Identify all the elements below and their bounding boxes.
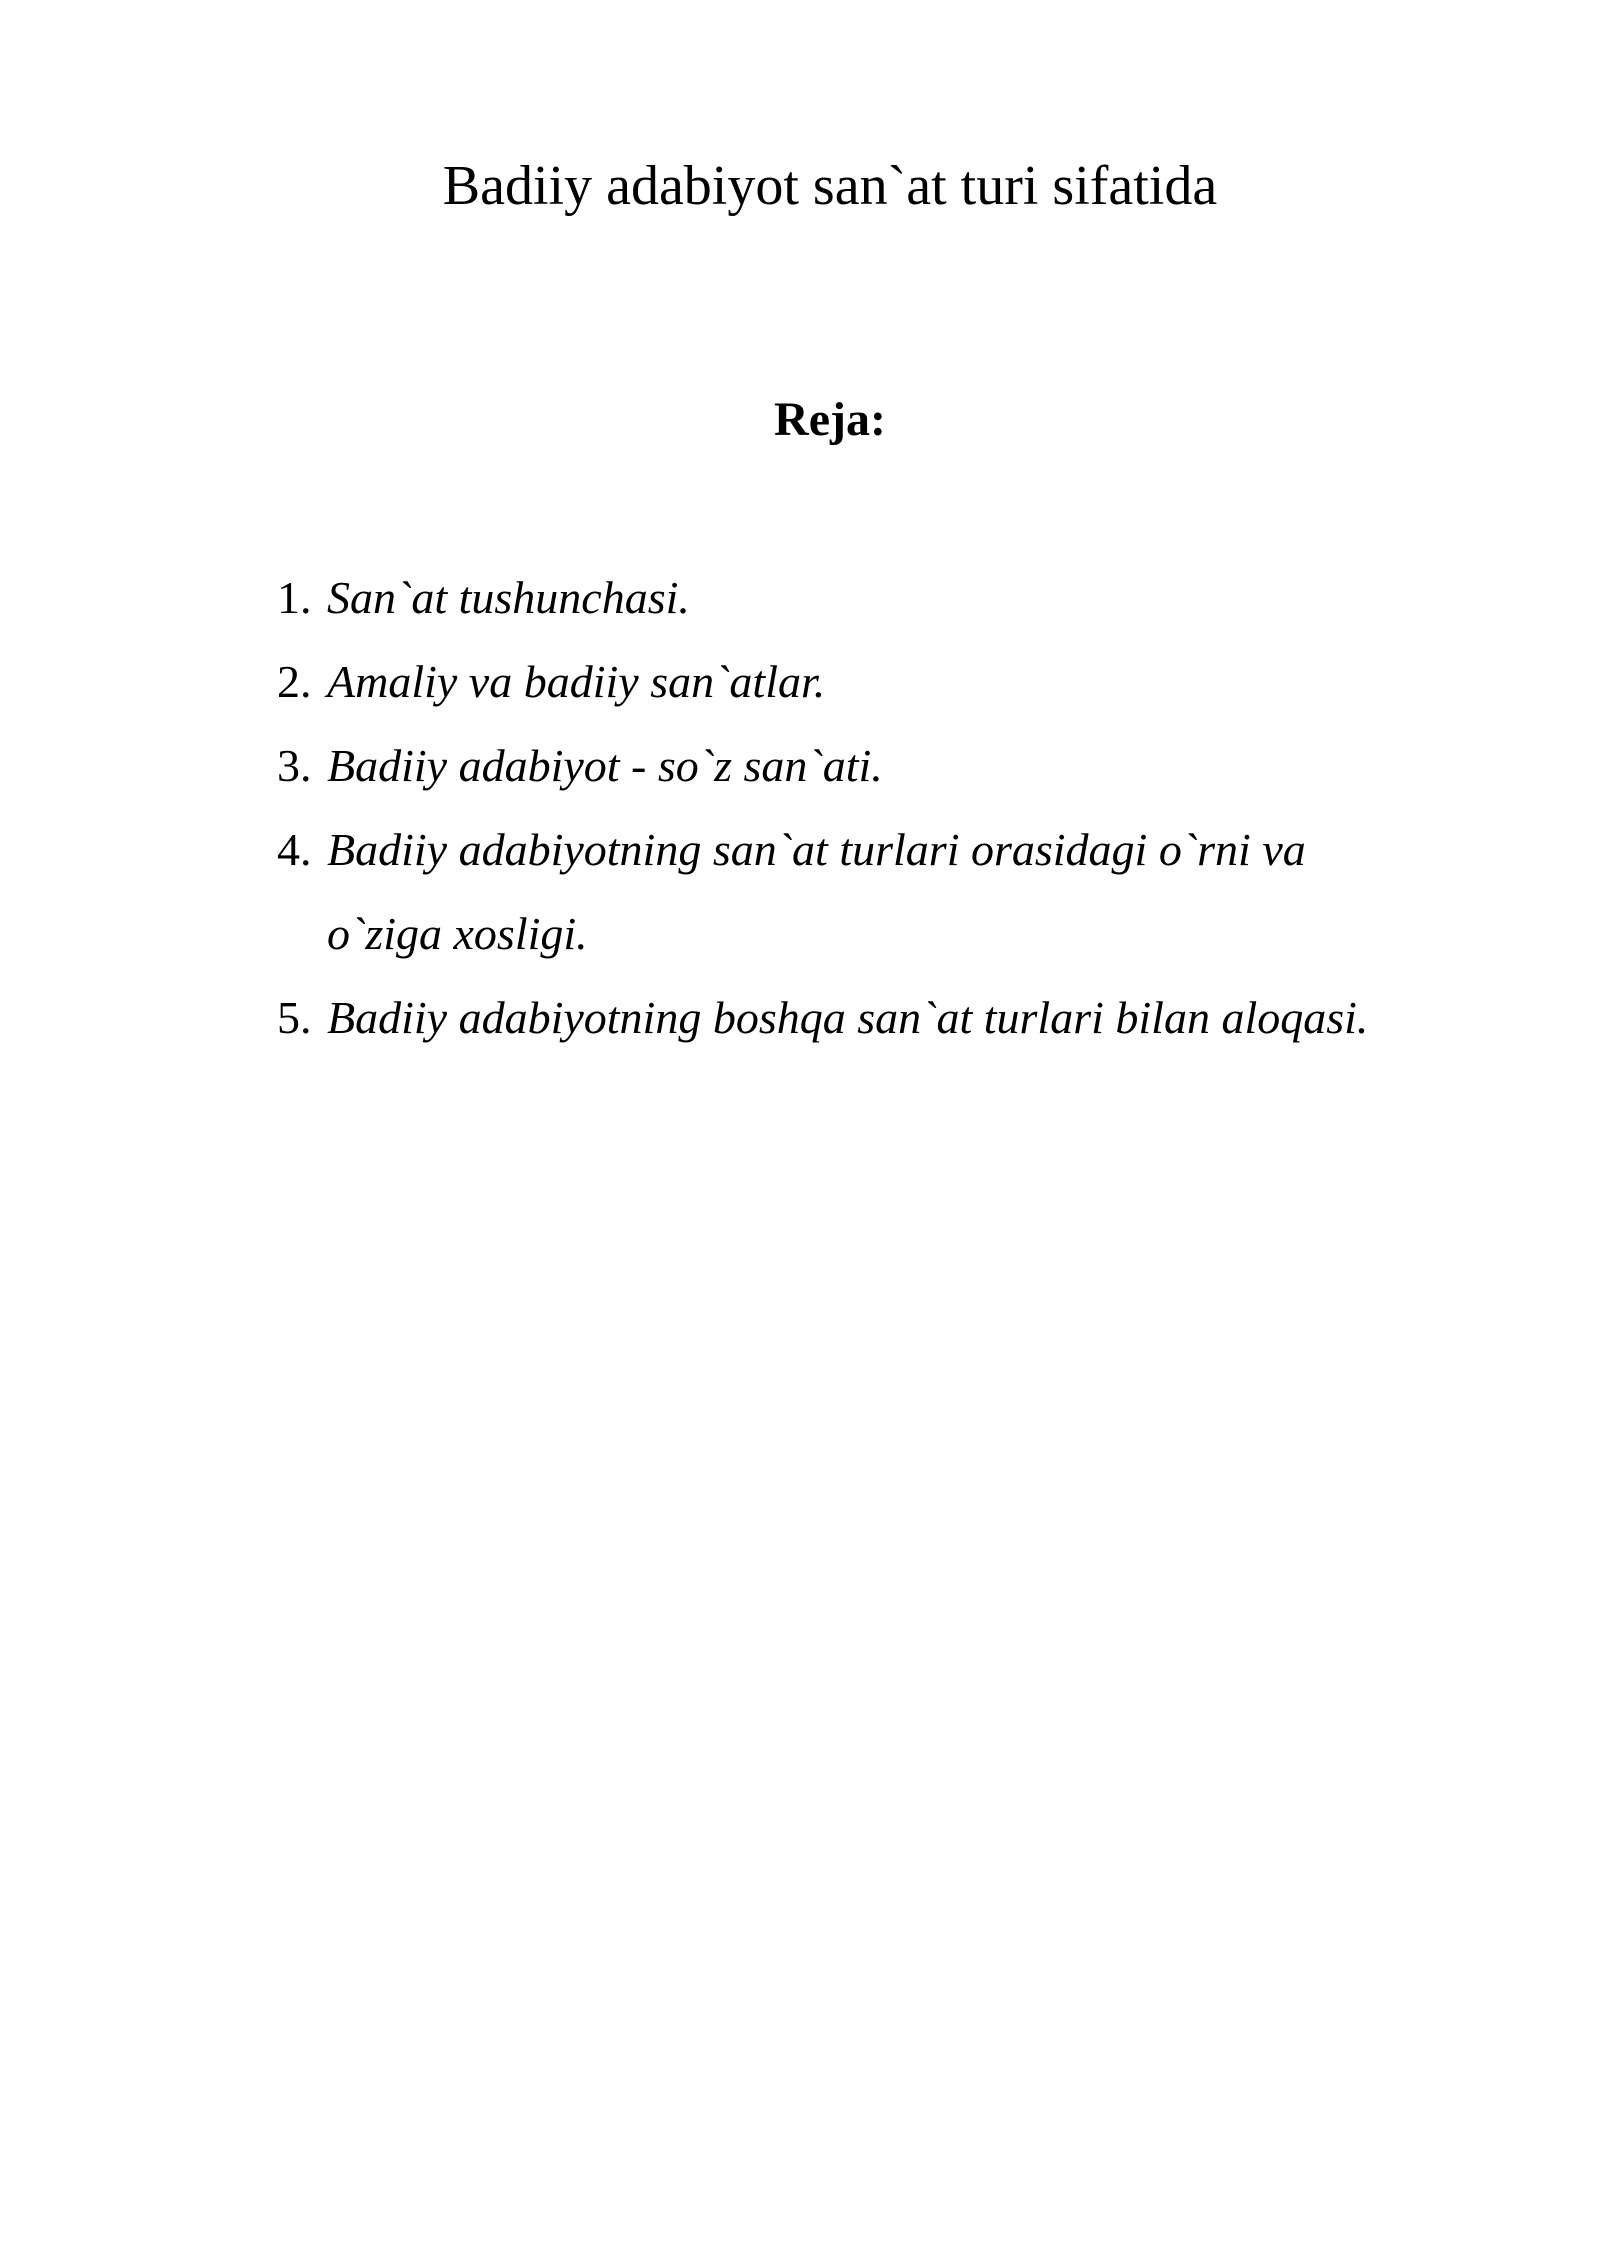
plan-item [277, 556, 1537, 640]
plan-item-text: San`at tushunchasi. [327, 572, 690, 623]
plan-item [277, 976, 1537, 1060]
plan-item [277, 640, 1537, 724]
plan-item-text: Badiiy adabiyot - so`z san`ati. [327, 740, 883, 791]
plan-item-text: Badiiy adabiyotning san`at turlari orasidagi o`rni va [327, 824, 1306, 875]
plan-item-number: 5. [277, 992, 312, 1043]
plan-item-text: Badiiy adabiyotning boshqa san`at turlari bilan aloqasi. [327, 992, 1369, 1043]
plan-item-number: 2. [277, 656, 312, 707]
plan-item-number: 4. [277, 824, 312, 875]
plan-heading: Reja: [774, 393, 886, 446]
plan-item [277, 724, 1537, 808]
plan-item-text-group [327, 808, 1537, 976]
plan-item-continuation: o`ziga xosligi. [327, 908, 588, 959]
document-title: Badiiy adabiyot san`at turi sifatida [442, 155, 1218, 217]
plan-item [277, 808, 1537, 976]
plan-list [277, 556, 1537, 1060]
plan-item-text: Amaliy va badiiy san`atlar. [327, 656, 826, 707]
plan-item-number: 3. [277, 740, 312, 791]
plan-item-number: 1. [277, 572, 312, 623]
